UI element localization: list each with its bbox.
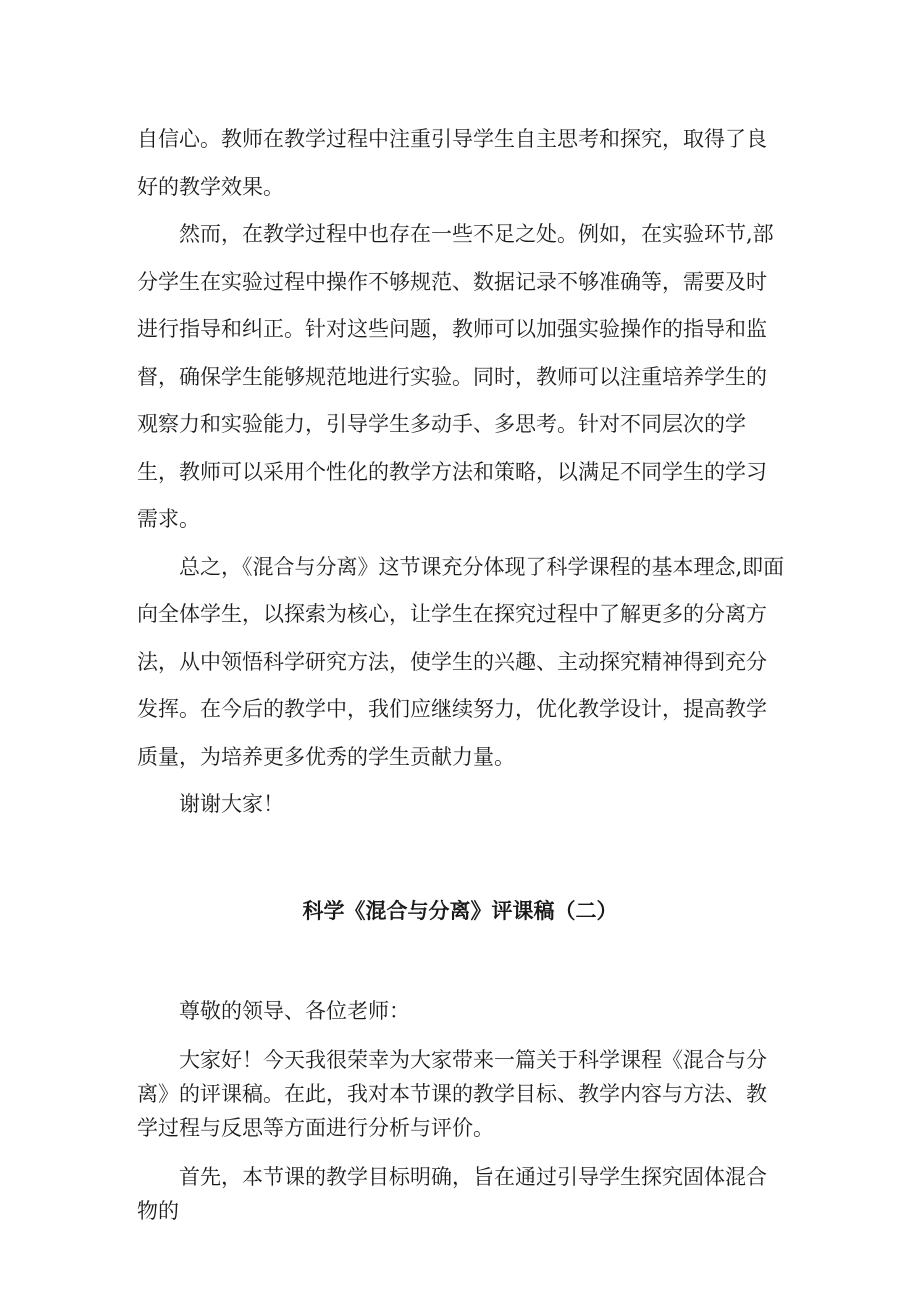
review-section-one [137,116,787,829]
paragraph-continuation: 自信心。教师在教学过程中注重引导学生自主思考和探究，取得了良好的教学效果。 [137,127,767,199]
paragraph-conclusion: 总之，《混合与分离》这节课充分体现了科学课程的基本理念,即面向全体学生，以探索为核心，让学生在探究过程中了解更多的分离方法，从中领悟科学研究方法，使学生的兴趣、主动探究精神得到充分发挥。在今后的教学中，我们应继续努力，优化教学设计，提高教学质量，为培养更多优秀的学生贡献力量。 [137,554,785,769]
paragraph-shortcomings: 然而，在教学过程中也存在一些不足之处。例如，在实验环节,部分学生在实验过程中操作不够规范、数据记录不够准确等，需要及时进行指导和纠正。针对这些问题，教师可以加强实验操作的指导和监督，确保学生能够规范地进行实验。同时，教师可以注重培养学生的观察力和实验能力，引导学生多动手、多思考。针对不同层次的学生，教师可以采用个性化的教学方法和策略，以满足不同学生的学习需求。 [137,222,774,531]
paragraph-greeting: 大家好！今天我很荣幸为大家带来一篇关于科学课程《混合与分离》的评课稿。在此，我对本节课的教学目标、教学内容与方法、教学过程与反思等方面进行分析与评价。 [137,1048,767,1140]
review-section-two [137,994,787,1243]
paragraph-salutation: 尊敬的领导、各位老师： [179,999,410,1023]
paragraph-thanks: 谢谢大家！ [179,792,284,816]
paragraph-first-point: 首先，本节课的教学目标明确，旨在通过引导学生探究固体混合物的 [137,1165,767,1223]
section-two-title: 科学《混合与分离》评课稿（二） [302,898,618,923]
